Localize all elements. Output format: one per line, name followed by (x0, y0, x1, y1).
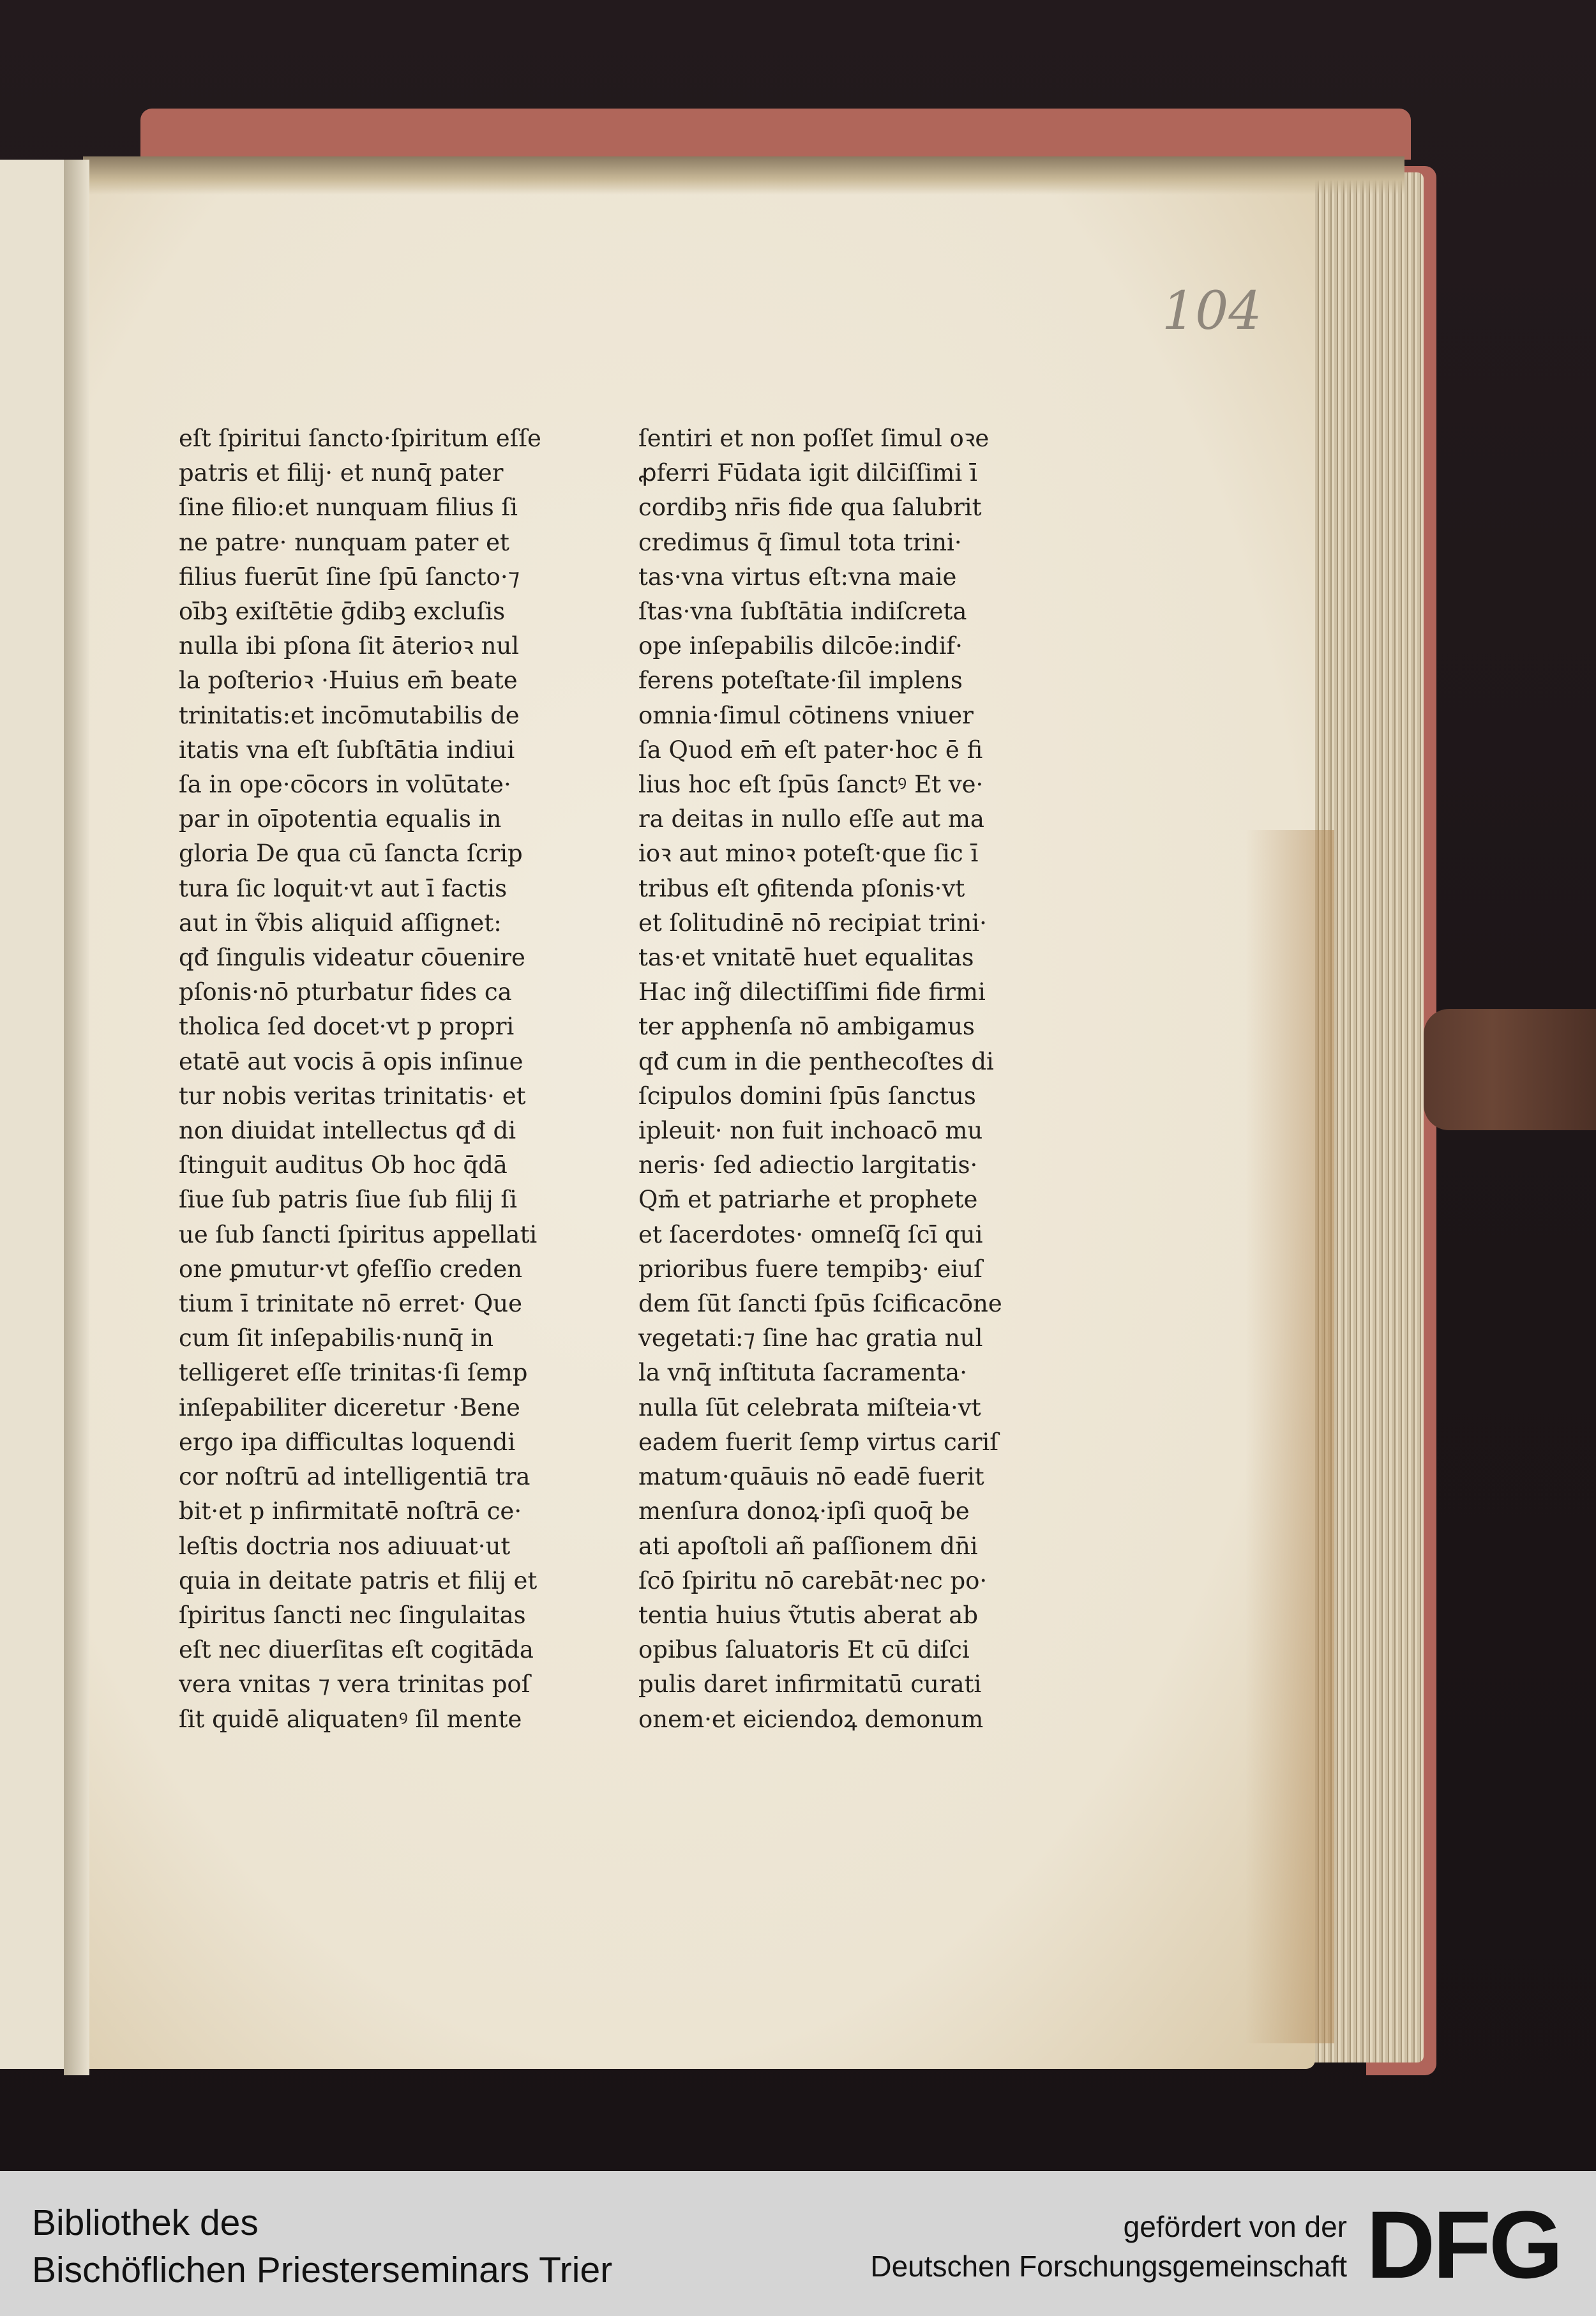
text-line: etatē aut vocis ā opis inſinue (179, 1047, 523, 1075)
text-line: cor noſtrū ad intelligentiā tra (179, 1463, 531, 1491)
text-line: ra deitas in nullo eſſe aut ma (638, 805, 984, 833)
text-line: matum·quāuis nō eadē fuerit (638, 1463, 984, 1491)
text-line: one ꝑmutur·vt ꝯfeſſio creden (179, 1255, 523, 1283)
text-line: ferens poteſtate·ſil implens (638, 667, 963, 695)
text-line: ſa Quod em̄ eſt pater·hoc ē fi (638, 736, 983, 764)
text-line: oībꝫ exiſtētie ḡdibꝫ excluſis (179, 598, 506, 626)
text-column-right (638, 421, 1028, 1737)
text-line: lius hoc eſt ſpūs ſanctꝰ Et ve· (638, 771, 984, 799)
text-line: aut in ṽbis aliquid aſſignet: (179, 909, 502, 937)
text-line: gloria De qua cū ſancta ſcrip (179, 840, 523, 868)
text-line: Qm̄ et patriarhe et prophete (638, 1186, 978, 1214)
text-line: ioꝛ aut minoꝛ poteſt·que ſic ī (638, 840, 979, 868)
text-line: inſepabiliter diceretur ·Bene (179, 1393, 520, 1421)
funding-line1: gefördert von der (1123, 2210, 1347, 2243)
text-line: tium ī trinitate nō erret· Que (179, 1290, 522, 1318)
text-line: ꝓferri Fūdata igit dilc̄iſſimi ī (638, 459, 977, 487)
text-line: et ſacerdotes· omneſq̄ ſcī qui (638, 1220, 983, 1248)
text-line: patris et filij· et nunq̄ pater (179, 459, 504, 487)
text-line: pſonis·nō pturbatur fides ca (179, 978, 512, 1006)
text-line: et ſolitudinē nō recipiat trini· (638, 909, 987, 937)
text-line: trinitatis:et incōmutabilis de (179, 701, 520, 729)
text-line: la vnq̄ inſtituta ſacramenta· (638, 1359, 968, 1387)
text-line: ati apoſtoli añ paſſionem dn̄i (638, 1532, 978, 1560)
text-line: ſentiri et non poſſet ſimul oꝛe (638, 425, 990, 452)
text-line: tribus eſt ꝯfitenda pſonis·vt (638, 874, 965, 902)
text-line: ue ſub ſancti ſpiritus appellati (179, 1220, 538, 1248)
page-stain (1245, 830, 1334, 2043)
text-line: tentia huius ṽtutis aberat ab (638, 1601, 979, 1629)
page-top-edge (83, 156, 1404, 195)
text-line: opibus ſaluatoris Et cū diſci (638, 1636, 970, 1664)
text-line: omnia·ſimul cōtinens vniuer (638, 701, 974, 729)
text-line: nulla ſūt celebrata miſteia·vt (638, 1393, 981, 1421)
text-line: pulis daret infirmitatū curati (638, 1670, 982, 1699)
text-line: ſpiritus ſancti nec ſingulaitas (179, 1601, 526, 1629)
text-line: onem·et eiciendoꝝ demonum (638, 1705, 984, 1733)
text-line: tholica ſed docet·vt p propri (179, 1013, 515, 1041)
text-line: nulla ibi pſona ſit āterioꝛ nul (179, 632, 520, 660)
text-line: ergo ipa difficultas loquendi (179, 1428, 516, 1456)
text-line: ſcō ſpiritu nō carebāt·nec po· (638, 1566, 988, 1594)
folio-number: 104 (1162, 281, 1262, 342)
text-line: eadem fuerit ſemp virtus cariſ (638, 1428, 998, 1456)
text-line: par in oīpotentia equalis in (179, 805, 502, 833)
text-line: quia in deitate patris et filij et (179, 1566, 538, 1594)
text-line: la poſterioꝛ ·Huius em̄ beate (179, 667, 518, 695)
dfg-logo: DFG (1366, 2191, 1561, 2298)
text-line: bit·et p infirmitatē noſtrā ce· (179, 1497, 522, 1525)
text-line: tas·et vnitatē huet equalitas (638, 944, 974, 972)
text-line: ſtas·vna ſubſtātia indiſcreta (638, 598, 967, 626)
text-line: neris· ſed adiectio largitatis· (638, 1151, 978, 1179)
text-line: telligeret eſſe trinitas·ſi ſemp (179, 1359, 528, 1387)
text-line: eſt ſpiritui ſancto·ſpiritum eſſe (179, 425, 541, 452)
text-line: eſt nec diuerſitas eſt cogitāda (179, 1636, 534, 1664)
text-line: tura ſic loquit·vt aut ī factis (179, 874, 508, 902)
text-line: menſura donoꝝ·ipſi quoq̄ be (638, 1497, 970, 1525)
text-line: ſine filio:et nunquam filius ſi (179, 494, 518, 522)
funding-line2: Deutschen Forschungsgemeinschaft (870, 2250, 1347, 2283)
text-line: credimus q̄ ſimul tota trini· (638, 528, 962, 556)
text-line: non diuidat intellectus qđ di (179, 1117, 516, 1145)
library-name-line2: Bischöflichen Priesterseminars Trier (32, 2250, 613, 2290)
text-line: cum ſit inſepabilis·nunq̄ in (179, 1324, 494, 1352)
text-line: vegetati:⁊ ſine hac gratia nul (638, 1324, 983, 1352)
text-line: ne patre· nunquam pater et (179, 528, 509, 556)
text-line: ſa in ope·cōcors in volūtate· (179, 771, 511, 799)
book-cover-top (140, 109, 1411, 160)
text-line: qđ cum in die penthecoſtes di (638, 1047, 994, 1075)
library-name-line1: Bibliothek des (32, 2202, 259, 2243)
text-line: cordibꝫ nr̄is fide qua ſalubrit (638, 494, 982, 522)
text-line: tas·vna virtus eſt:vna maie (638, 563, 957, 591)
text-line: leſtis doctria nos adiuuat·ut (179, 1532, 511, 1560)
text-line: ipleuit· non fuit inchoacō mu (638, 1117, 983, 1145)
text-line: tur nobis veritas trinitatis· et (179, 1082, 526, 1110)
text-line: ſcipulos domini ſpūs ſanctus (638, 1082, 976, 1110)
text-line: ſtinguit auditus Ob hoc q̄dā (179, 1151, 508, 1179)
leather-strap (1424, 1009, 1596, 1130)
text-line: vera vnitas ⁊ vera trinitas poſ (179, 1670, 531, 1699)
text-column-left (179, 421, 575, 1737)
text-line: filius fuerūt ſine ſpū ſancto·⁊ (179, 563, 520, 591)
text-line: ter apphenſa nō ambigamus (638, 1013, 975, 1041)
text-line: ope inſepabilis dilcōe:indif· (638, 632, 963, 660)
text-line: ſiue ſub patris ſiue ſub filij ſi (179, 1186, 517, 1214)
text-line: itatis vna eſt ſubſtātia indiui (179, 736, 515, 764)
text-line: ſit quidē aliquatenꝰ ſil mente (179, 1705, 522, 1733)
book-gutter (64, 160, 89, 2075)
text-line: prioribus fuere tempibꝫ· eiuſ (638, 1255, 982, 1283)
text-line: qđ ſingulis videatur cōuenire (179, 944, 525, 972)
text-line: dem ſūt ſancti ſpūs ſcificacōne (638, 1290, 1002, 1318)
text-line: Hac ing̃ dilectiſſimi fide firmi (638, 978, 986, 1006)
